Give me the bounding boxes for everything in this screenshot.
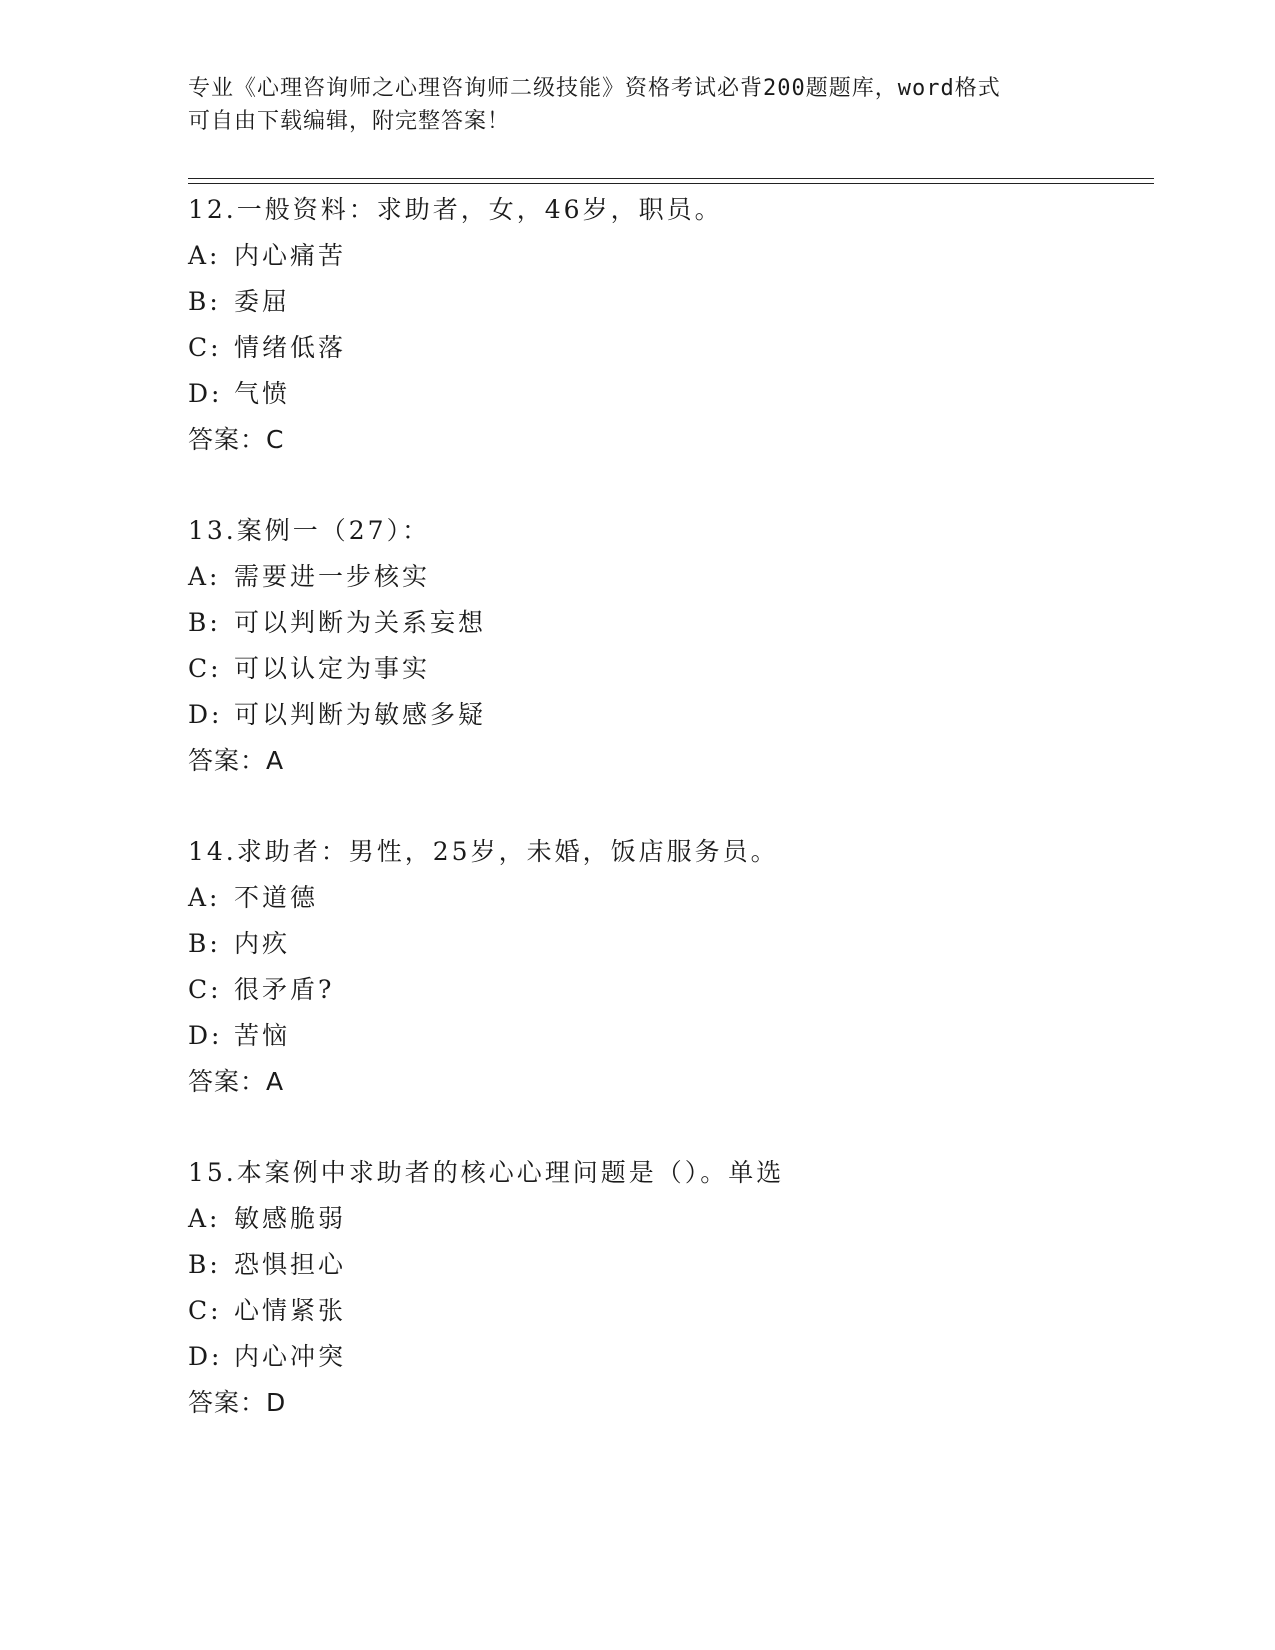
option-key: A: <box>188 562 221 591</box>
option-b <box>188 600 1148 646</box>
option-text: 可以认定为事实 <box>234 654 431 683</box>
question-title: 12.一般资料：求助者，女，46岁，职员。 <box>188 195 723 224</box>
option-text: 需要进一步核实 <box>234 562 431 591</box>
option-key: C: <box>188 654 222 683</box>
answer-line: 答案：C <box>188 425 285 454</box>
question-title: 13.案例一（27）： <box>188 516 431 545</box>
option-a <box>188 554 1148 600</box>
option-d <box>188 1013 1148 1059</box>
option-text: 很矛盾? <box>234 975 335 1004</box>
option-c <box>188 325 1148 371</box>
option-key: D: <box>188 1342 223 1371</box>
question-14 <box>188 829 1148 1105</box>
option-d <box>188 692 1148 738</box>
option-key: C: <box>188 1296 222 1325</box>
option-text: 苦恼 <box>234 1021 291 1050</box>
option-key: B: <box>188 608 221 637</box>
answer-line: 答案：A <box>188 746 285 775</box>
document-header <box>188 72 1088 138</box>
option-text: 不道德 <box>234 883 319 912</box>
header-divider-top <box>188 178 1154 179</box>
option-c <box>188 967 1148 1013</box>
option-text: 恐惧担心 <box>234 1250 347 1279</box>
option-text: 可以判断为敏感多疑 <box>234 700 487 729</box>
question-title: 15.本案例中求助者的核心心理问题是（）。单选 <box>188 1158 785 1187</box>
option-key: D: <box>188 1021 223 1050</box>
header-line-2: 可自由下载编辑，附完整答案！ <box>188 109 511 134</box>
option-c <box>188 1288 1148 1334</box>
option-b <box>188 279 1148 325</box>
option-key: B: <box>188 1250 221 1279</box>
question-12 <box>188 187 1148 463</box>
option-d <box>188 1334 1148 1380</box>
option-text: 心情紧张 <box>234 1296 347 1325</box>
option-key: A: <box>188 241 221 270</box>
option-text: 内疚 <box>234 929 291 958</box>
option-text: 气愤 <box>234 379 291 408</box>
option-text: 内心冲突 <box>234 1342 347 1371</box>
option-text: 内心痛苦 <box>234 241 347 270</box>
option-text: 敏感脆弱 <box>234 1204 347 1233</box>
option-key: A: <box>188 883 221 912</box>
option-key: D: <box>188 700 223 729</box>
option-text: 委屈 <box>234 287 291 316</box>
option-a <box>188 233 1148 279</box>
question-title: 14.求助者：男性，25岁，未婚，饭店服务员。 <box>188 837 779 866</box>
option-a <box>188 875 1148 921</box>
option-b <box>188 1242 1148 1288</box>
header-divider-bottom <box>188 183 1154 184</box>
question-13 <box>188 508 1148 784</box>
option-key: B: <box>188 929 221 958</box>
option-d <box>188 371 1148 417</box>
option-key: D: <box>188 379 223 408</box>
option-text: 可以判断为关系妄想 <box>234 608 487 637</box>
option-key: C: <box>188 975 222 1004</box>
option-key: A: <box>188 1204 221 1233</box>
option-key: C: <box>188 333 222 362</box>
answer-line: 答案：D <box>188 1388 287 1417</box>
question-15 <box>188 1150 1148 1426</box>
option-b <box>188 921 1148 967</box>
option-key: B: <box>188 287 221 316</box>
header-line-1: 专业《心理咨询师之心理咨询师二级技能》资格考试必背200题题库，word格式 <box>188 76 1001 101</box>
option-c <box>188 646 1148 692</box>
option-text: 情绪低落 <box>234 333 347 362</box>
answer-line: 答案：A <box>188 1067 285 1096</box>
option-a <box>188 1196 1148 1242</box>
